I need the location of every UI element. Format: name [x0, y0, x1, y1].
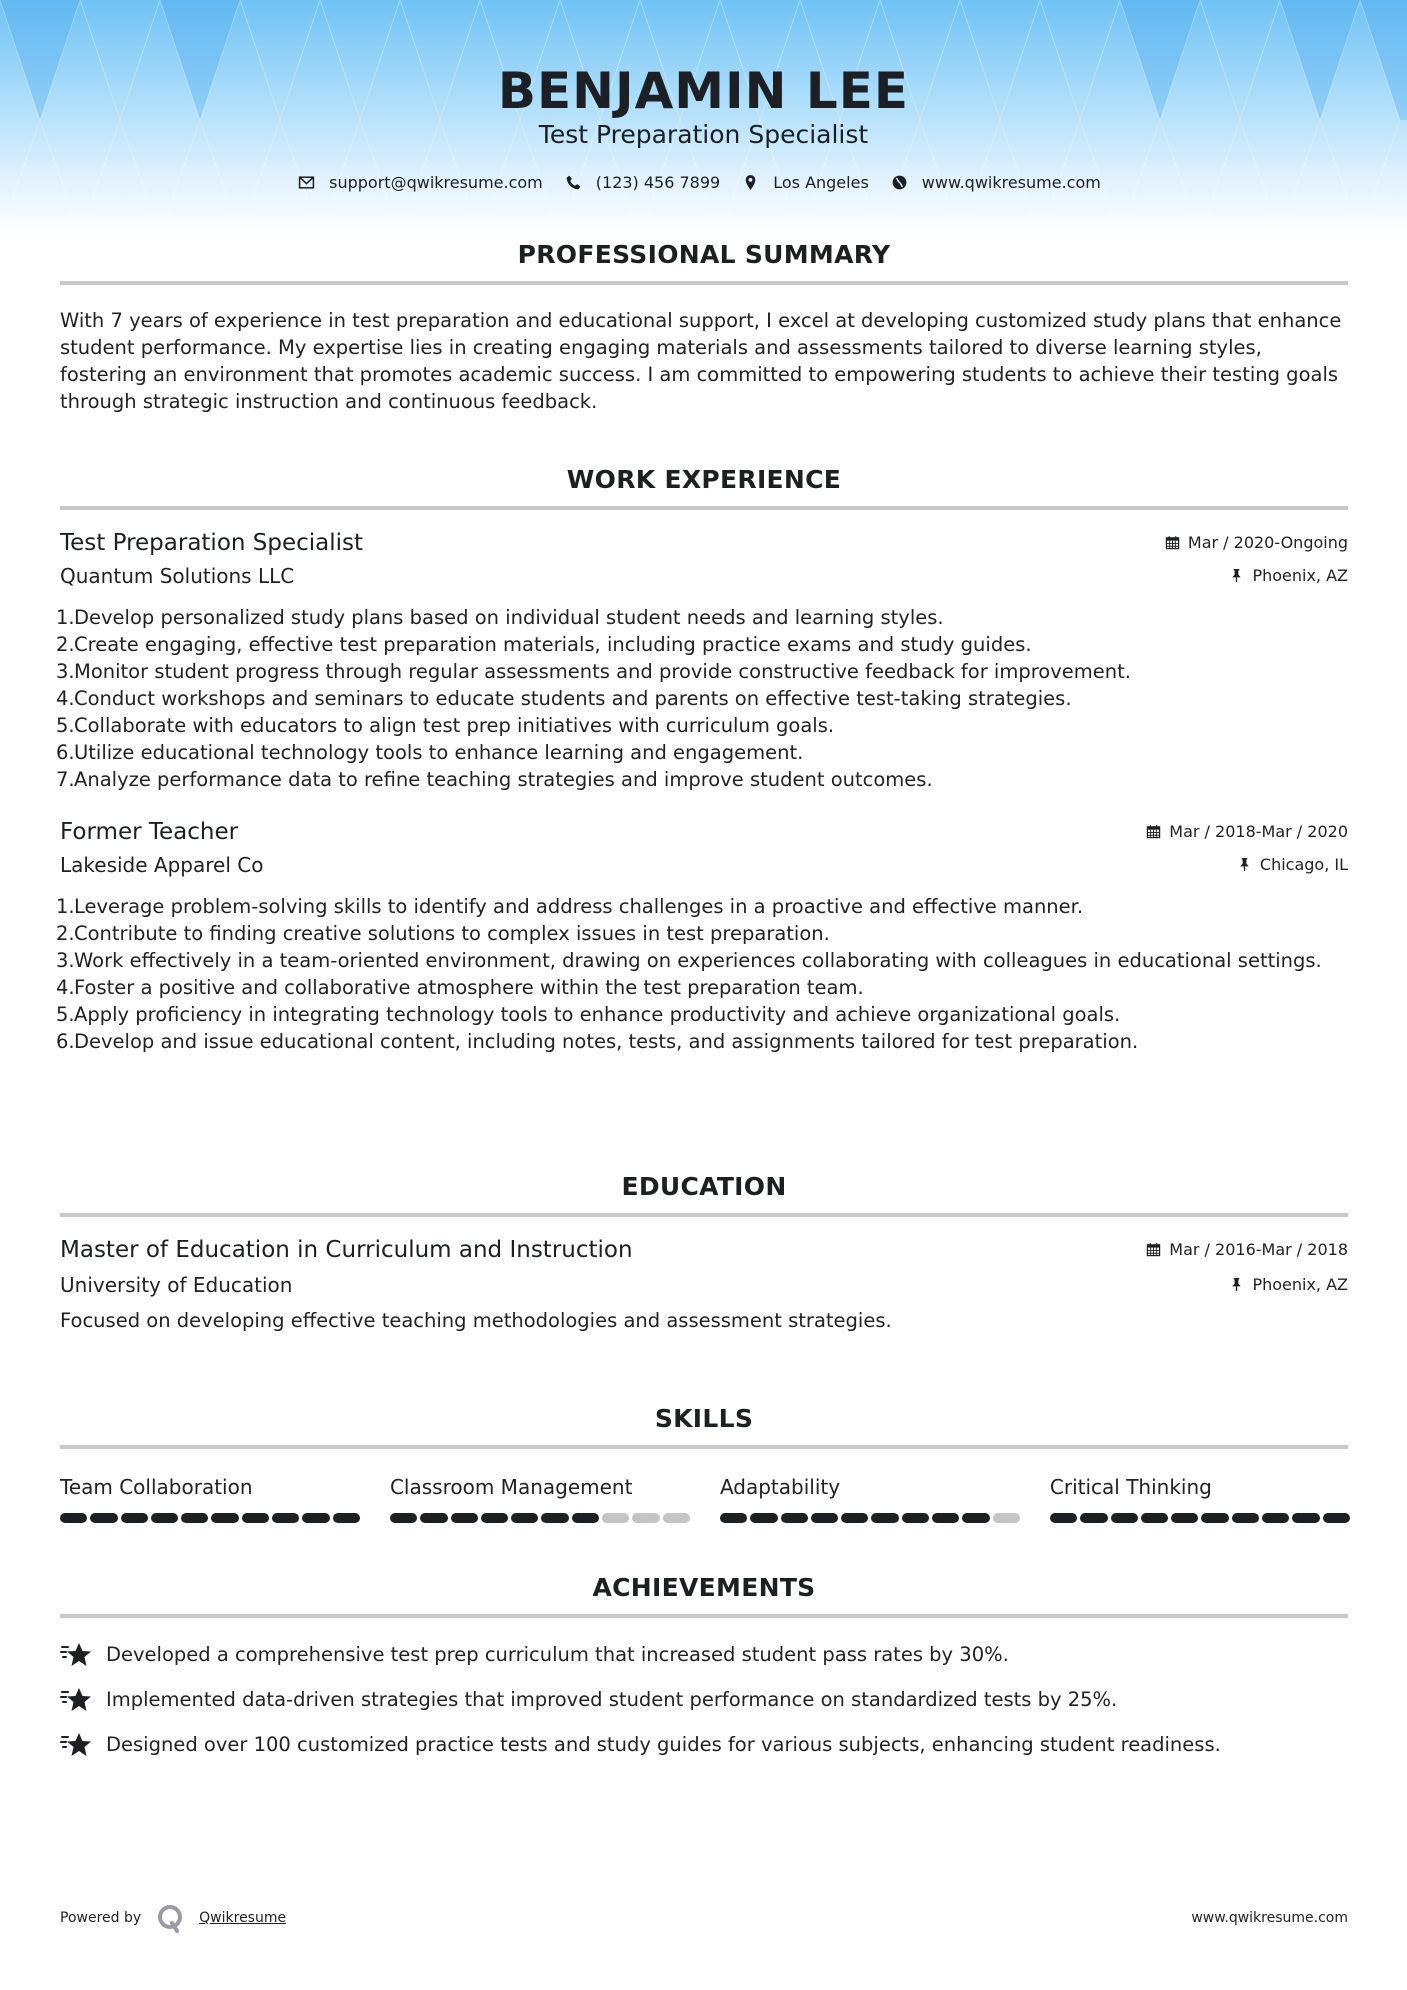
achievement-item	[60, 1730, 1348, 1758]
job-location-text: Chicago, IL	[1259, 855, 1348, 874]
contact-phone[interactable]	[565, 173, 720, 192]
map-marker-icon	[742, 174, 759, 191]
list-item: 4. Conduct workshops and seminars to educate students and parents on effective test-taking strategies.	[56, 687, 1072, 710]
achievements-list	[60, 1640, 1348, 1758]
job-location-text: Phoenix, AZ	[1252, 566, 1348, 585]
duties-list	[56, 893, 1348, 1055]
calendar-icon	[1165, 535, 1180, 550]
job-entry	[56, 530, 1348, 793]
experience-section	[56, 465, 1348, 1055]
skill-segment-filled	[1201, 1513, 1228, 1523]
education-description: Focused on developing effective teaching methodologies and assessment strategies.	[60, 1309, 892, 1332]
list-item: 2. Create engaging, effective test preparation materials, including practice exams and study guides.	[56, 633, 1032, 656]
skill-item	[1050, 1475, 1350, 1523]
skill-segment-empty	[663, 1513, 690, 1523]
list-item: 7. Analyze performance data to refine teaching strategies and improve student outcomes.	[56, 768, 933, 791]
job-entry	[56, 819, 1348, 1055]
skill-name: Team Collaboration	[60, 1475, 253, 1499]
contact-email-text: support@qwikresume.com	[329, 173, 543, 192]
skill-segment-filled	[121, 1513, 148, 1523]
calendar-icon	[1146, 1242, 1161, 1257]
skill-segment-filled	[511, 1513, 538, 1523]
skill-segment-filled	[151, 1513, 178, 1523]
resume-header	[0, 0, 1407, 235]
education-heading: EDUCATION	[621, 1172, 787, 1201]
education-dates	[1146, 1240, 1348, 1259]
skill-segment-empty	[602, 1513, 629, 1523]
skill-segment-filled	[1171, 1513, 1198, 1523]
list-item: 5. Collaborate with educators to align test prep initiatives with curriculum goals.	[56, 714, 835, 737]
section-divider	[60, 1445, 1348, 1449]
education-section	[60, 1172, 1348, 1334]
skill-name: Critical Thinking	[1049, 1475, 1212, 1499]
skill-segment-filled	[572, 1513, 599, 1523]
list-item: 1. Develop personalized study plans based on individual student needs and learning styles.	[56, 606, 944, 629]
skill-segment-filled	[841, 1513, 868, 1523]
candidate-title: Test Preparation Specialist	[538, 120, 869, 149]
list-item: 5. Apply proficiency in integrating technology tools to enhance productivity and achieve organizational goals.	[56, 1003, 1121, 1026]
skill-segment-filled	[272, 1513, 299, 1523]
section-divider	[60, 506, 1348, 510]
skill-segment-filled	[541, 1513, 568, 1523]
pushpin-icon	[1229, 1277, 1244, 1292]
contact-email[interactable]	[298, 173, 543, 192]
section-divider	[60, 1614, 1348, 1618]
job-dates-text: Mar / 2020-Ongoing	[1187, 533, 1348, 552]
skill-segment-filled	[750, 1513, 777, 1523]
skills-section	[60, 1404, 1348, 1523]
qwikresume-link[interactable]: Qwikresume	[199, 1910, 287, 1926]
skill-segment-filled	[211, 1513, 238, 1523]
skill-segment-filled	[1050, 1513, 1077, 1523]
list-item: 1. Leverage problem-solving skills to identify and address challenges in a proactive and effective manner.	[56, 895, 1084, 918]
education-dates-text: Mar / 2016-Mar / 2018	[1169, 1240, 1348, 1259]
envelope-icon	[298, 174, 315, 191]
experience-heading: WORK EXPERIENCE	[566, 465, 842, 494]
skill-level-bar	[60, 1513, 360, 1523]
skill-segment-filled	[902, 1513, 929, 1523]
globe-icon	[891, 174, 908, 191]
education-location-text: Phoenix, AZ	[1252, 1275, 1348, 1294]
pushpin-icon	[1237, 857, 1252, 872]
company-name: Lakeside Apparel Co	[60, 853, 264, 877]
skill-segment-filled	[932, 1513, 959, 1523]
education-location	[1229, 1275, 1348, 1294]
summary-heading: PROFESSIONAL SUMMARY	[517, 240, 891, 269]
skill-segment-filled	[242, 1513, 269, 1523]
pushpin-icon	[1229, 568, 1244, 583]
skill-segment-filled	[1292, 1513, 1319, 1523]
job-dates-text: Mar / 2018-Mar / 2020	[1169, 822, 1348, 841]
skill-segment-filled	[1080, 1513, 1107, 1523]
degree-title: Master of Education in Curriculum and Instruction	[60, 1237, 633, 1263]
skill-name: Adaptability	[719, 1475, 841, 1499]
skill-segment-filled	[811, 1513, 838, 1523]
summary-section	[60, 240, 1348, 415]
skill-segment-filled	[1232, 1513, 1259, 1523]
section-divider	[60, 1213, 1348, 1217]
skills-grid	[60, 1475, 1348, 1523]
skill-item	[390, 1475, 690, 1523]
achievement-text: Designed over 100 customized practice tests and study guides for various subjects, enhancing student readiness.	[106, 1732, 1221, 1756]
skill-segment-filled	[1262, 1513, 1289, 1523]
skill-segment-filled	[420, 1513, 447, 1523]
skill-segment-empty	[632, 1513, 659, 1523]
achievement-item	[60, 1640, 1348, 1668]
skill-level-bar	[390, 1513, 690, 1523]
qwikresume-logo-icon	[155, 1903, 185, 1933]
section-divider	[60, 281, 1348, 285]
skill-segment-filled	[451, 1513, 478, 1523]
footer-website[interactable]: www.qwikresume.com	[1191, 1910, 1348, 1926]
list-item: 3. Work effectively in a team-oriented environment, drawing on experiences collaborating with colleagues in educational settings.	[56, 949, 1322, 972]
job-title: Former Teacher	[60, 819, 239, 845]
star-achievement-icon	[60, 1730, 92, 1758]
candidate-name: BENJAMIN LEE	[497, 62, 910, 120]
skill-segment-filled	[60, 1513, 87, 1523]
job-location	[1237, 855, 1348, 874]
achievements-section	[60, 1573, 1348, 1775]
job-location	[1229, 566, 1348, 585]
list-item: 4. Foster a positive and collaborative atmosphere within the test preparation team.	[56, 976, 864, 999]
summary-text: With 7 years of experience in test preparation and educational support, I excel at developing customized study plans that enhance student performance. My expertise lies in creating engaging materials and assessments tailored to diverse learning styles, fostering an environment that promotes academic success. I am committed to empowering students to achieve their testing goals through strategic instruction and continuous feedback.	[60, 309, 1342, 413]
achievement-item	[60, 1685, 1348, 1713]
contact-website[interactable]	[891, 173, 1101, 192]
star-achievement-icon	[60, 1640, 92, 1668]
skill-segment-filled	[871, 1513, 898, 1523]
job-dates	[1165, 533, 1348, 552]
skill-segment-filled	[1141, 1513, 1168, 1523]
duties-list	[56, 604, 1348, 793]
skill-level-bar	[720, 1513, 1020, 1523]
star-achievement-icon	[60, 1685, 92, 1713]
contact-bar	[0, 173, 1407, 192]
skill-segment-filled	[962, 1513, 989, 1523]
phone-icon	[565, 174, 582, 191]
skill-segment-filled	[302, 1513, 329, 1523]
skill-segment-filled	[781, 1513, 808, 1523]
school-name: University of Education	[60, 1273, 293, 1297]
skill-item	[720, 1475, 1020, 1523]
contact-website-text: www.qwikresume.com	[921, 173, 1101, 192]
achievement-text: Implemented data-driven strategies that improved student performance on standardized tests by 25%.	[106, 1687, 1118, 1711]
job-title: Test Preparation Specialist	[60, 530, 364, 556]
skill-segment-filled	[181, 1513, 208, 1523]
skills-heading: SKILLS	[654, 1404, 754, 1433]
list-item: 2. Contribute to finding creative solutions to complex issues in test preparation.	[56, 922, 830, 945]
skill-segment-filled	[90, 1513, 117, 1523]
contact-phone-text: (123) 456 7899	[595, 173, 721, 192]
skill-segment-filled	[390, 1513, 417, 1523]
skill-name: Classroom Management	[389, 1475, 633, 1499]
skill-segment-filled	[1111, 1513, 1138, 1523]
list-item: 6. Develop and issue educational content, including notes, tests, and assignments tailored for test preparation.	[56, 1030, 1139, 1053]
skill-segment-filled	[1323, 1513, 1350, 1523]
skill-item	[60, 1475, 360, 1523]
calendar-icon	[1146, 824, 1161, 839]
list-item: 3. Monitor student progress through regular assessments and provide constructive feedback for improvement.	[56, 660, 1131, 683]
achievements-heading: ACHIEVEMENTS	[592, 1573, 816, 1602]
job-dates	[1146, 822, 1348, 841]
skill-level-bar	[1050, 1513, 1350, 1523]
contact-location	[742, 173, 869, 192]
contact-location-text: Los Angeles	[773, 173, 869, 192]
achievement-text: Developed a comprehensive test prep curriculum that increased student pass rates by 30%.	[106, 1642, 1009, 1666]
skill-segment-filled	[333, 1513, 360, 1523]
page-footer	[60, 1903, 1348, 1933]
skill-segment-filled	[720, 1513, 747, 1523]
powered-by-label: Powered by	[60, 1910, 142, 1926]
company-name: Quantum Solutions LLC	[60, 564, 295, 588]
skill-segment-empty	[993, 1513, 1020, 1523]
list-item: 6. Utilize educational technology tools to enhance learning and engagement.	[56, 741, 804, 764]
skill-segment-filled	[481, 1513, 508, 1523]
